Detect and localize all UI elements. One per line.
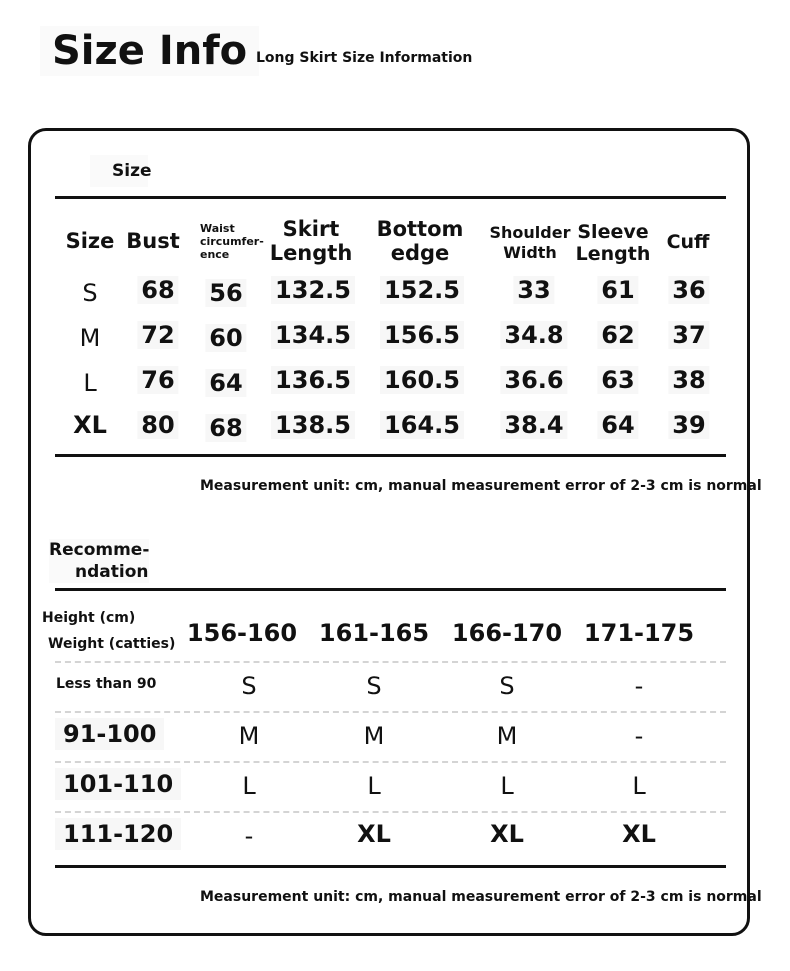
row-divider — [55, 711, 726, 713]
table-cell: 160.5 — [380, 366, 464, 394]
recommendation-top-rule — [55, 588, 726, 591]
page-subtitle: Long Skirt Size Information — [256, 50, 473, 66]
height-range: 171-175 — [583, 619, 695, 647]
recommendation-label-line2: ndation — [75, 562, 149, 582]
col-header-waist: Waist circumfer-ence — [200, 222, 264, 261]
weight-range: Less than 90 — [56, 676, 157, 692]
row-divider — [55, 811, 726, 813]
recommended-size: XL — [490, 820, 524, 848]
recommended-size: - — [244, 822, 254, 850]
height-range: 166-170 — [451, 619, 563, 647]
table-cell: 72 — [137, 321, 178, 349]
table-cell: M — [79, 324, 101, 352]
table-cell: 38.4 — [500, 411, 567, 439]
recommendation-note: Measurement unit: cm, manual measurement error of 2-3 cm is normal — [200, 889, 762, 905]
recommended-size: L — [242, 772, 256, 800]
height-range: 161-165 — [318, 619, 430, 647]
table-cell: 68 — [137, 276, 178, 304]
table-cell: 152.5 — [380, 276, 464, 304]
table-cell: 63 — [597, 366, 638, 394]
recommended-size: - — [634, 672, 644, 700]
table-cell: 134.5 — [271, 321, 355, 349]
table-cell: 56 — [205, 279, 246, 307]
size-section-label: Size — [90, 155, 148, 187]
table-cell: 80 — [137, 411, 178, 439]
table-cell: 132.5 — [271, 276, 355, 304]
row-divider — [55, 761, 726, 763]
table-cell: 62 — [597, 321, 638, 349]
size-table-bottom-rule — [55, 454, 726, 457]
recommendation-bottom-rule — [55, 865, 726, 868]
row-divider — [55, 661, 726, 663]
recommended-size: L — [367, 772, 381, 800]
table-cell: S — [82, 279, 98, 307]
table-cell: 37 — [668, 321, 709, 349]
table-cell: 64 — [597, 411, 638, 439]
recommended-size: L — [500, 772, 514, 800]
table-cell: L — [83, 369, 97, 397]
table-cell: 164.5 — [380, 411, 464, 439]
table-cell: 38 — [668, 366, 709, 394]
table-cell: 64 — [205, 369, 246, 397]
size-table-top-rule — [55, 196, 726, 199]
table-cell: XL — [73, 411, 107, 439]
recommended-size: M — [496, 722, 518, 750]
table-cell: 76 — [137, 366, 178, 394]
recommended-size: - — [634, 722, 644, 750]
col-header-cuff: Cuff — [666, 231, 710, 253]
recommendation-label-line1: Recomme- — [49, 540, 150, 560]
col-header-size: Size — [65, 229, 115, 253]
recommended-size: S — [241, 672, 257, 700]
recommended-size: M — [238, 722, 260, 750]
table-cell: 61 — [597, 276, 638, 304]
height-range: 156-160 — [186, 619, 298, 647]
size-table-note: Measurement unit: cm, manual measurement error of 2-3 cm is normal — [200, 478, 762, 494]
weight-range: 91-100 — [55, 718, 164, 750]
table-cell: 68 — [205, 414, 246, 442]
table-cell: 156.5 — [380, 321, 464, 349]
col-header-shoulder-width: Shoulder Width — [489, 223, 571, 262]
recommended-size: XL — [622, 820, 656, 848]
table-cell: 39 — [668, 411, 709, 439]
col-header-sleeve-length: Sleeve Length — [575, 221, 651, 265]
weight-range: 101-110 — [55, 768, 181, 800]
table-cell: 36.6 — [500, 366, 567, 394]
recommended-size: M — [363, 722, 385, 750]
table-cell: 34.8 — [500, 321, 567, 349]
weight-label: Weight (catties) — [48, 636, 176, 652]
recommended-size: S — [499, 672, 515, 700]
col-header-skirt-length: Skirt Length — [269, 217, 353, 265]
col-header-bust: Bust — [126, 229, 180, 253]
recommendation-section-label — [49, 539, 149, 583]
table-cell: 138.5 — [271, 411, 355, 439]
table-cell: 33 — [513, 276, 554, 304]
recommended-size: XL — [357, 820, 391, 848]
recommended-size: S — [366, 672, 382, 700]
height-label: Height (cm) — [42, 610, 136, 626]
recommended-size: L — [632, 772, 646, 800]
table-cell: 36 — [668, 276, 709, 304]
table-cell: 60 — [205, 324, 246, 352]
col-header-bottom-edge: Bottom edge — [376, 217, 464, 265]
weight-range: 111-120 — [55, 818, 181, 850]
page-title: Size Info — [40, 26, 259, 76]
table-cell: 136.5 — [271, 366, 355, 394]
